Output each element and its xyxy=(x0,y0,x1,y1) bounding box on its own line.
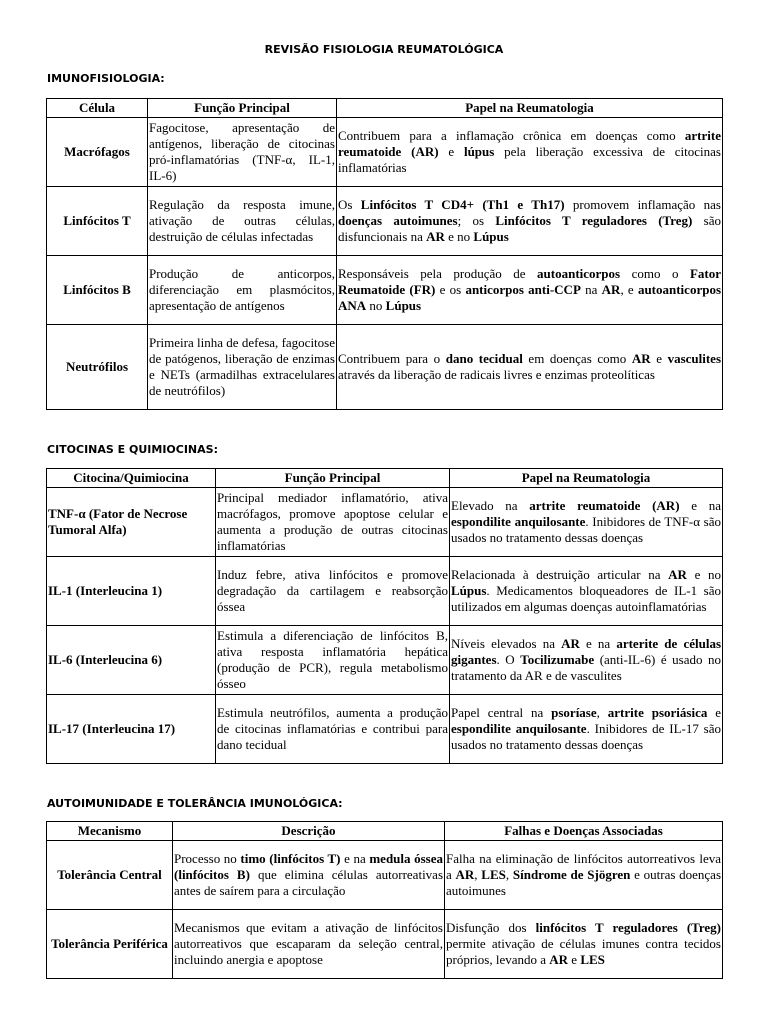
table-autoimmunity xyxy=(46,821,723,979)
table-row xyxy=(47,256,723,325)
table-header-row xyxy=(47,99,723,118)
row-function: Primeira linha de defesa, fagocitose de patógenos, liberação de enzimas e NETs (armadilhas extracelulares de neutrófilos) xyxy=(148,325,337,410)
row-function: Principal mediador inflamatório, ativa macrófagos, promove apoptose celular e aumenta a produção de outras citocinas inflamatórias xyxy=(216,488,450,557)
table-row xyxy=(47,488,723,557)
row-name: IL-6 (Interleucina 6) xyxy=(47,626,216,695)
table-row xyxy=(47,841,723,910)
section-heading-cytokines: CITOCINAS E QUIMIOCINAS: xyxy=(47,443,218,456)
table-cytokines xyxy=(46,468,723,764)
column-header: Função Principal xyxy=(216,469,450,488)
row-role: Elevado na artrite reumatoide (AR) e na espondilite anquilosante. Inibidores de TNF-α são usados no tratamento dessas doenças xyxy=(450,488,723,557)
table-row xyxy=(47,325,723,410)
column-header: Papel na Reumatologia xyxy=(337,99,723,118)
row-name: TNF-α (Fator de Necrose Tumoral Alfa) xyxy=(47,488,216,557)
column-header: Papel na Reumatologia xyxy=(450,469,723,488)
row-role: Níveis elevados na AR e na arterite de células gigantes. O Tocilizumabe (anti-IL-6) é usado no tratamento da AR e de vasculites xyxy=(450,626,723,695)
column-header: Descrição xyxy=(173,822,445,841)
row-role: Papel central na psoríase, artrite psoriásica e espondilite anquilosante. Inibidores de IL-17 são usados no tratamento dessas doenças xyxy=(450,695,723,764)
table-header-row xyxy=(47,469,723,488)
row-role: Responsáveis pela produção de autoanticorpos como o Fator Reumatoide (FR) e os anticorpos anti-CCP na AR, e autoanticorpos ANA no Lúpus xyxy=(337,256,723,325)
column-header: Célula xyxy=(47,99,148,118)
table-row xyxy=(47,557,723,626)
row-function: Estimula neutrófilos, aumenta a produção de citocinas inflamatórias e contribui para dano tecidual xyxy=(216,695,450,764)
column-header: Citocina/Quimiocina xyxy=(47,469,216,488)
row-function: Estimula a diferenciação de linfócitos B, ativa resposta inflamatória hepática (produção de PCR), regula metabolismo ósseo xyxy=(216,626,450,695)
row-name: Linfócitos T xyxy=(47,187,148,256)
table-immunophysiology xyxy=(46,98,723,410)
table-row xyxy=(47,118,723,187)
row-name: Tolerância Central xyxy=(47,841,173,910)
row-role: Contribuem para o dano tecidual em doenças como AR e vasculites através da liberação de radicais livres e enzimas proteolíticas xyxy=(337,325,723,410)
table-row xyxy=(47,695,723,764)
document-title: REVISÃO FISIOLOGIA REUMATOLÓGICA xyxy=(264,43,504,56)
table-row xyxy=(47,187,723,256)
row-name: Tolerância Periférica xyxy=(47,910,173,979)
row-role: Falha na eliminação de linfócitos autorreativos leva a AR, LES, Síndrome de Sjögren e outras doenças autoimunes xyxy=(445,841,723,910)
row-role: Disfunção dos linfócitos T reguladores (Treg) permite ativação de células imunes contra tecidos próprios, levando a AR e LES xyxy=(445,910,723,979)
table-row xyxy=(47,626,723,695)
table-header-row xyxy=(47,822,723,841)
row-function: Produção de anticorpos, diferenciação em plasmócitos, apresentação de antígenos xyxy=(148,256,337,325)
row-name: Macrófagos xyxy=(47,118,148,187)
row-role: Os Linfócitos T CD4+ (Th1 e Th17) promovem inflamação nas doenças autoimunes; os Linfócitos T reguladores (Treg) são disfuncionais na AR e no Lúpus xyxy=(337,187,723,256)
row-name: Linfócitos B xyxy=(47,256,148,325)
row-name: Neutrófilos xyxy=(47,325,148,410)
row-name: IL-1 (Interleucina 1) xyxy=(47,557,216,626)
row-function: Regulação da resposta imune, ativação de outras células, destruição de células infectadas xyxy=(148,187,337,256)
row-function: Processo no timo (linfócitos T) e na medula óssea (linfócitos B) que elimina células autorreativas antes de saírem para a circulação xyxy=(173,841,445,910)
row-name: IL-17 (Interleucina 17) xyxy=(47,695,216,764)
section-heading-immunophysiology: IMUNOFISIOLOGIA: xyxy=(47,72,165,85)
row-function: Mecanismos que evitam a ativação de linfócitos autorreativos que escaparam da seleção central, incluindo anergia e apoptose xyxy=(173,910,445,979)
section-heading-autoimmunity: AUTOIMUNIDADE E TOLERÂNCIA IMUNOLÓGICA: xyxy=(47,797,343,810)
column-header: Mecanismo xyxy=(47,822,173,841)
row-function: Fagocitose, apresentação de antígenos, liberação de citocinas pró-inflamatórias (TNF-α, IL-1, IL-6) xyxy=(148,118,337,187)
row-role: Relacionada à destruição articular na AR e no Lúpus. Medicamentos bloqueadores de IL-1 são utilizados em algumas doenças autoinflamatórias xyxy=(450,557,723,626)
column-header: Falhas e Doenças Associadas xyxy=(445,822,723,841)
row-role: Contribuem para a inflamação crônica em doenças como artrite reumatoide (AR) e lúpus pela liberação excessiva de citocinas inflamatórias xyxy=(337,118,723,187)
column-header: Função Principal xyxy=(148,99,337,118)
row-function: Induz febre, ativa linfócitos e promove degradação da cartilagem e reabsorção óssea xyxy=(216,557,450,626)
table-row xyxy=(47,910,723,979)
